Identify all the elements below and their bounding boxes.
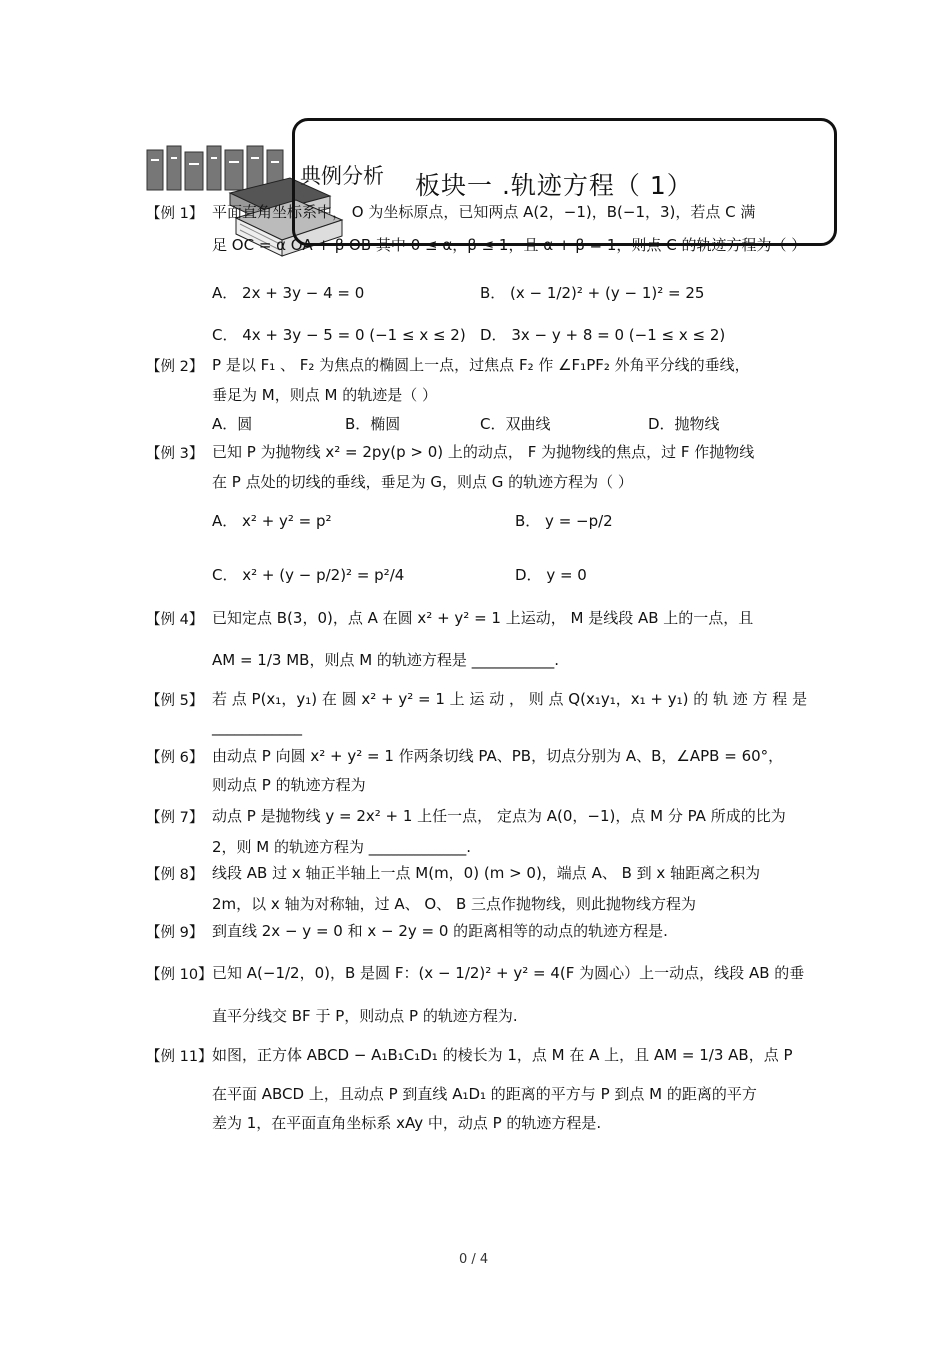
example-text: 已知 P 为抛物线 x² = 2py(p > 0) 上的动点， F 为抛物线的焦点，过 F 作抛物线 (212, 443, 755, 461)
example-text: 由动点 P 向圆 x² + y² = 1 作两条切线 PA、PB，切点分别为 A、B，∠APB = 60°， (212, 747, 784, 765)
option: B． y = −p/2 (515, 512, 613, 530)
option: C． 4x + 3y − 5 = 0 (−1 ≤ x ≤ 2) (212, 326, 466, 344)
option: A． 2x + 3y − 4 = 0 (212, 284, 365, 302)
example-text: 在平面 ABCD 上，且动点 P 到直线 A₁D₁ 的距离的平方与 P 到点 M 的距离的平方 (212, 1085, 757, 1103)
example-label: 【例 2】 (146, 359, 204, 375)
page-title: 板块一 .轨迹方程（ 1） (415, 171, 693, 200)
page-number: 0 / 4 (459, 1252, 489, 1267)
example-text: AM = 1/3 MB，则点 M 的轨迹方程是 ___________. (212, 651, 559, 669)
option: D． y = 0 (515, 566, 587, 584)
example-text: 动点 P 是抛物线 y = 2x² + 1 上任一点， 定点为 A(0，−1)，点 M 分 PA 所成的比为 (212, 807, 786, 825)
example-text: 已知定点 B(3，0)，点 A 在圆 x² + y² = 1 上运动， M 是线段 AB 上的一点，且 (212, 609, 754, 627)
example-text: 直平分线交 BF 于 P，则动点 P 的轨迹方程为. (212, 1007, 518, 1025)
example-text: 垂足为 M，则点 M 的轨迹是（ ） (212, 386, 437, 404)
option: D．抛物线 (648, 415, 720, 433)
example-text: 到直线 2x − y = 0 和 x − 2y = 0 的距离相等的动点的轨迹方程是. (212, 922, 668, 940)
example-text: 差为 1，在平面直角坐标系 xAy 中，动点 P 的轨迹方程是. (212, 1114, 602, 1132)
option: A． x² + y² = p² (212, 512, 332, 530)
example-text: 则动点 P 的轨迹方程为 (212, 776, 366, 794)
option: B．椭圆 (345, 415, 401, 433)
option: B． (x − 1/2)² + (y − 1)² = 25 (480, 284, 705, 302)
example-text: 足 OC = α OA + β OB 其中 0 ≤ α，β ≤ 1，且 α + β = 1，则点 C 的轨迹方程为（ ） (212, 236, 807, 254)
example-text: ____________ (212, 718, 302, 736)
example-label: 【例 9】 (146, 925, 204, 941)
example-label: 【例 4】 (146, 612, 204, 628)
example-text: P 是以 F₁ 、 F₂ 为焦点的椭圆上一点，过焦点 F₂ 作 ∠F₁PF₂ 外角平分线的垂线， (212, 356, 750, 374)
option: C． x² + (y − p/2)² = p²/4 (212, 566, 405, 584)
example-text: 平面直角坐标系中， O 为坐标原点，已知两点 A(2，−1)，B(−1，3)，若点 C 满 (212, 203, 756, 221)
example-text: 已知 A(−1/2，0)，B 是圆 F：(x − 1/2)² + y² = 4(F 为圆心）上一动点，线段 AB 的垂 (212, 964, 805, 982)
option: D． 3x − y + 8 = 0 (−1 ≤ x ≤ 2) (480, 326, 726, 344)
option: A．圆 (212, 415, 253, 433)
example-label: 【例 1】 (146, 206, 204, 222)
example-text: 在 P 点处的切线的垂线，垂足为 G，则点 G 的轨迹方程为（ ） (212, 473, 633, 491)
option: C．双曲线 (480, 415, 551, 433)
example-label: 【例 3】 (146, 446, 204, 462)
example-label: 【例 8】 (146, 867, 204, 883)
example-text: 如图，正方体 ABCD − A₁B₁C₁D₁ 的棱长为 1，点 M 在 A 上，且 AM = 1/3 AB，点 P (212, 1046, 793, 1064)
example-text: 线段 AB 过 x 轴正半轴上一点 M(m，0) (m > 0)，端点 A、 B 到 x 轴距离之积为 (212, 864, 761, 882)
example-label: 【例 10】 (146, 967, 213, 983)
example-label: 【例 7】 (146, 810, 204, 826)
example-label: 【例 6】 (146, 750, 204, 766)
example-text: 2m，以 x 轴为对称轴，过 A、 O、 B 三点作抛物线，则此抛物线方程为 (212, 895, 697, 913)
example-label: 【例 11】 (146, 1049, 213, 1065)
example-label: 【例 5】 (146, 693, 204, 709)
example-text: 2，则 M 的轨迹方程为 _____________. (212, 838, 472, 856)
section-label: 典例分析 (300, 164, 384, 188)
example-text: 若 点 P(x₁，y₁) 在 圆 x² + y² = 1 上 运 动 ， 则 点 Q(x₁y₁，x₁ + y₁) 的 轨 迹 方 程 是 (212, 690, 808, 708)
